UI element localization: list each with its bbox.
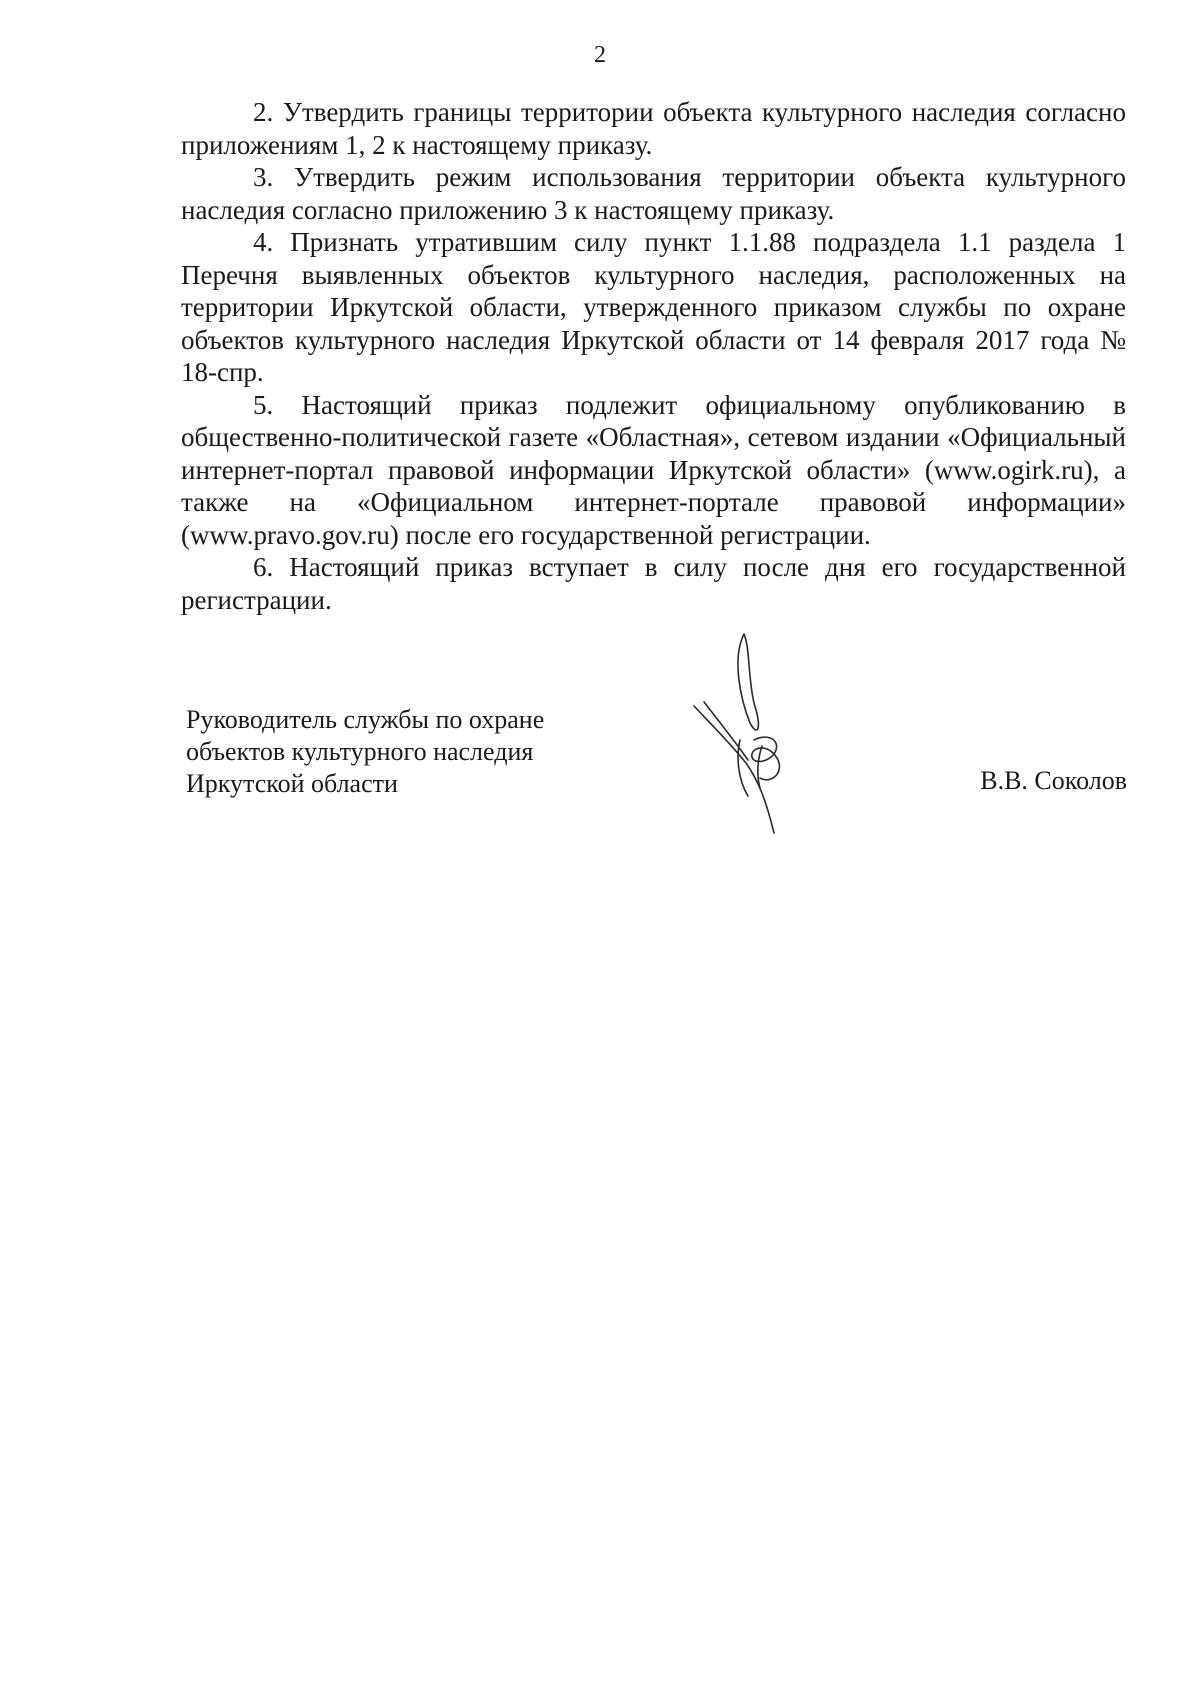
handwritten-signature: [690, 628, 820, 843]
document-body: [181, 96, 1126, 616]
paragraph-item-2: 2. Утвердить границы территории объекта культурного наследия согласно приложениям 1, 2 к настоящему приказу.: [181, 97, 1126, 160]
paragraph-item-5: 5. Настоящий приказ подлежит официальному опубликованию в общественно-политической газете «Областная», сетевом издании «Официальный интернет-портал правовой информации Иркутской области» (www.ogirk.ru), а также на «Официальном интернет-портале правовой информации» (www.pravo.gov.ru) после его государственной регистрации.: [181, 389, 1126, 550]
signer-position-line-2: объектов культурного наследия: [186, 737, 534, 766]
signer-position: [186, 704, 544, 800]
paragraph-item-3: 3. Утвердить режим использования территории объекта культурного наследия согласно приложению 3 к настоящему приказу.: [181, 162, 1126, 225]
signer-position-line-1: Руководитель службы по охране: [186, 705, 545, 734]
paragraph-item-6: 6. Настоящий приказ вступает в силу после дня его государственной регистрации.: [181, 552, 1126, 615]
signer-position-line-3: Иркутской области: [186, 769, 398, 798]
paragraph-item-4: 4. Признать утратившим силу пункт 1.1.88 подраздела 1.1 раздела 1 Перечня выявленных объектов культурного наследия, расположенных на территории Иркутской области, утвержденного приказом службы по охране объектов культурного наследия Иркутской области от 14 февраля 2017 года № 18-спр.: [181, 227, 1126, 387]
signer-name: В.В. Соколов: [980, 766, 1127, 795]
page-number: 2: [594, 42, 606, 68]
